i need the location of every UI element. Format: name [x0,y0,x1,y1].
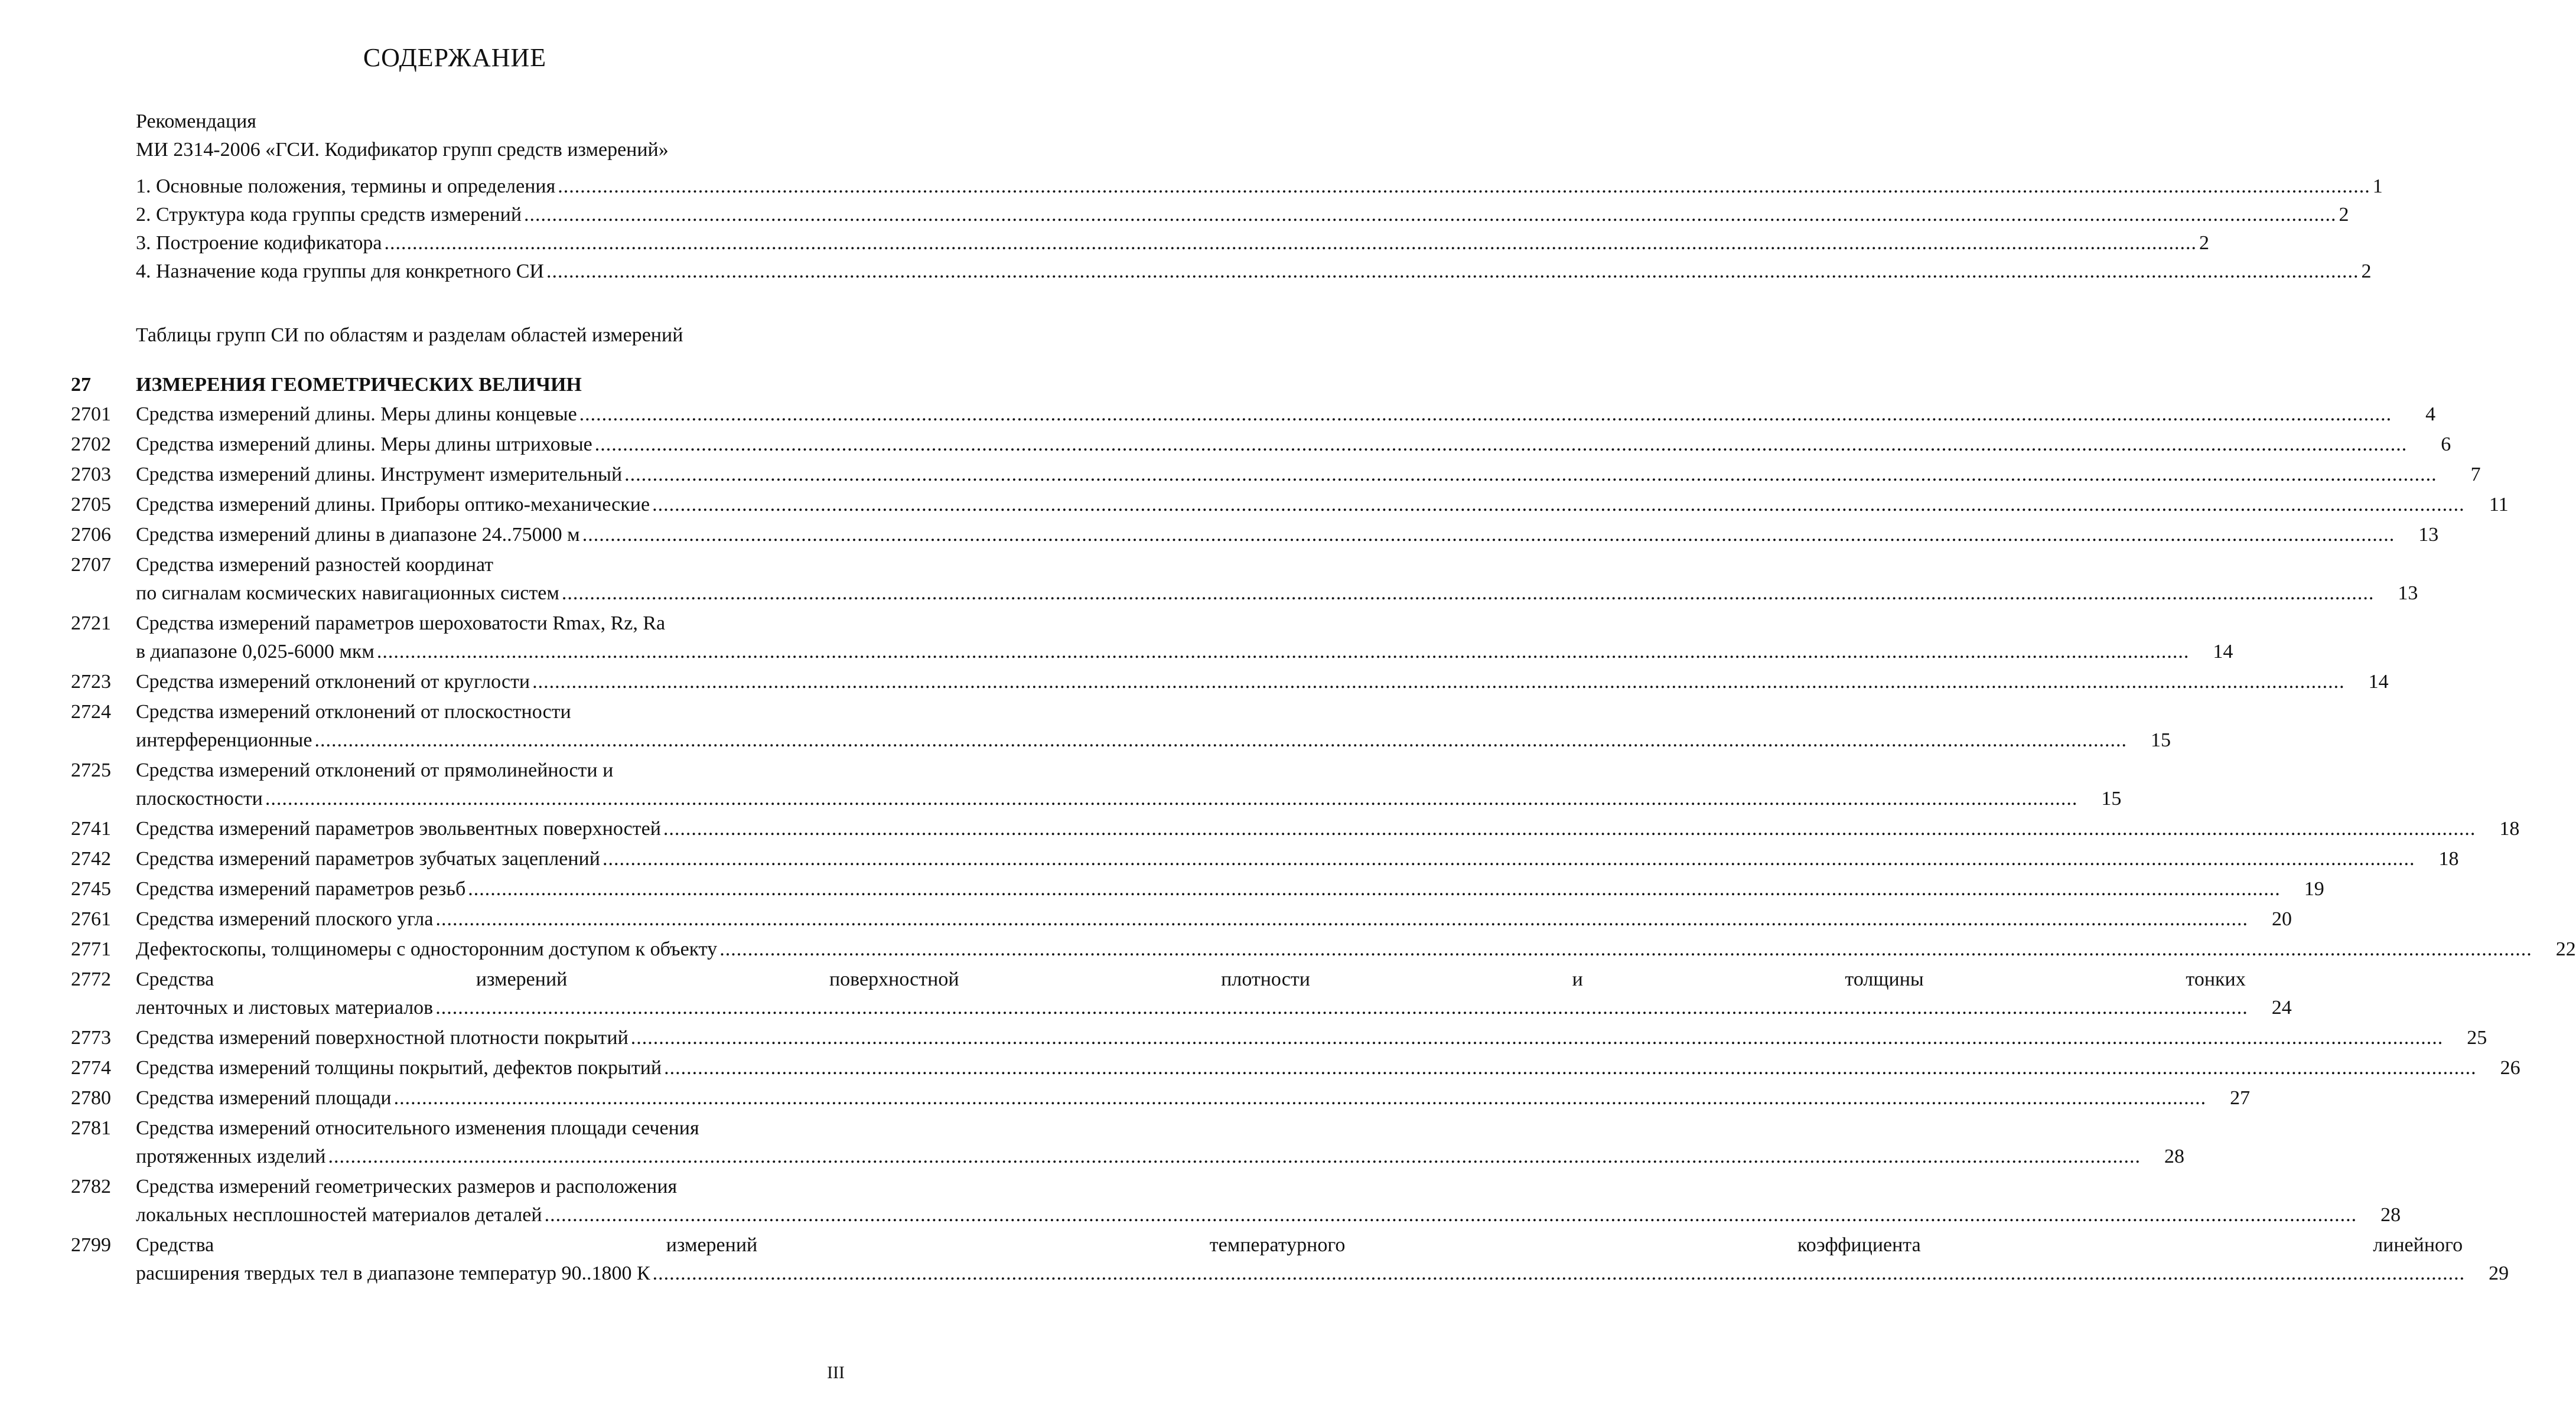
entry-code: 2742 [71,848,111,870]
toc-entry [71,609,2233,666]
entry-text: по сигналам космических навигационных систем [136,582,559,604]
entry-code: 2723 [71,671,111,693]
leader-dots [582,521,2395,549]
toc-entry [71,905,2292,934]
toc-item-page: 2 [2199,232,2209,254]
entry-code: 2780 [71,1087,111,1109]
leader-dots [377,638,2190,666]
entry-page: 13 [2398,582,2418,604]
entry-text: локальных несплошностей материалов деталей [136,1204,542,1226]
leader-dots [314,726,2127,755]
leader-dots [595,430,2408,459]
entry-text: Средства измерений параметров шероховатости Rmax, Rz, Ra [136,612,666,634]
toc-item [136,229,2209,257]
entry-text: Средства измерений плоского угла [136,908,434,930]
entries-list [71,400,2576,1290]
entry-page: 6 [2441,433,2451,455]
toc-entry [71,1024,2487,1052]
entry-code: 2761 [71,908,111,930]
leader-dots [545,1201,2357,1229]
entry-code: 2701 [71,403,111,425]
toc-item [136,257,2372,286]
entry-code: 2702 [71,433,111,455]
entry-code: 2772 [71,968,111,990]
entry-page: 26 [2500,1057,2520,1079]
entry-text: Средства измерений отклонений от прямолинейности и [136,759,614,781]
entry-code: 2773 [71,1027,111,1049]
intro-list [136,172,2383,286]
leader-dots [546,257,2359,286]
entry-code: 2703 [71,464,111,485]
entry-page: 28 [2164,1146,2184,1167]
entry-code: 2721 [71,612,111,634]
entry-code: 2707 [71,554,111,576]
entry-code: 2724 [71,701,111,723]
entry-page: 19 [2304,878,2324,900]
toc-entry [71,935,2576,964]
entry-page: 18 [2499,818,2520,840]
toc-entry [71,845,2459,873]
leader-dots [603,845,2415,873]
entry-text: Средства измерений относительного изменения площади сечения [136,1117,699,1139]
leader-dots [265,785,2078,813]
toc-item [136,172,2383,201]
entry-code: 2771 [71,938,111,960]
entry-page: 15 [2150,729,2171,751]
entry-page: 14 [2368,671,2389,693]
toc-entry [71,491,2509,519]
toc-entry [71,461,2481,489]
leader-dots [435,994,2248,1022]
entry-page: 27 [2230,1087,2251,1109]
entry-text: ленточных и листовых материалов [136,997,434,1019]
recommendation-label: Рекомендация [136,110,256,132]
entry-page: 13 [2418,524,2439,546]
leader-dots [631,1024,2444,1052]
entry-code: 2745 [71,878,111,900]
entry-code: 2705 [71,494,111,515]
entry-code: 2725 [71,759,111,781]
toc-item-text: 3. Построение кодификатора [136,232,382,254]
leader-dots [653,1260,2466,1288]
entry-text: Средства измерений поверхностной плотности и толщины тонких [136,968,2246,990]
entry-page: 7 [2470,464,2481,485]
leader-dots [652,491,2465,519]
toc-entry [71,1054,2520,1082]
recommendation-block [136,107,669,164]
section-title: ИЗМЕРЕНИЯ ГЕОМЕТРИЧЕСКИХ ВЕЛИЧИН [136,374,582,396]
entry-code: 2774 [71,1057,111,1079]
leader-dots [558,172,2370,201]
entry-text: в диапазоне 0,025-6000 мкм [136,641,374,663]
entry-page: 28 [2380,1204,2401,1226]
entry-text: Средства измерений отклонений от круглости [136,671,530,693]
toc-item-page: 2 [2339,204,2349,226]
entry-page: 4 [2425,403,2436,425]
entry-text: Средства измерений геометрических размеров и расположения [136,1176,678,1198]
entry-page: 18 [2438,848,2459,870]
section-heading [71,371,857,399]
entry-page: 11 [2489,494,2509,515]
page-number: III [827,1363,845,1382]
entry-code: 2781 [71,1117,111,1139]
leader-dots [532,668,2345,696]
toc-item-page: 1 [2372,175,2383,197]
entry-text: Средства измерений отклонений от плоскостности [136,701,571,723]
entry-text: Средства измерений длины в диапазоне 24..75000 м [136,524,580,546]
entry-text: интерференционные [136,729,312,751]
toc-entry [71,965,2292,1022]
toc-entry [71,521,2439,549]
toc-entry [71,430,2451,459]
leader-dots [468,875,2281,903]
entry-page: 20 [2271,908,2292,930]
toc-item-page: 2 [2361,260,2372,282]
toc-entry [71,1173,2401,1229]
entry-page: 24 [2271,997,2292,1019]
entry-text: Средства измерений разностей координат [136,554,494,576]
toc-entry [71,668,2389,696]
toc-item-text: 4. Назначение кода группы для конкретного СИ [136,260,544,282]
leader-dots [719,935,2532,964]
entry-text: Средства измерений параметров зубчатых зацеплений [136,848,600,870]
entry-text: расширения твердых тел в диапазоне температур 90..1800 К [136,1262,650,1284]
entry-text: Средства измерений параметров резьб [136,878,466,900]
entry-text: Средства измерений температурного коэффициента линейного [136,1234,2463,1256]
toc-item-text: 1. Основные положения, термины и определения [136,175,556,197]
toc-item-text: 2. Структура кода группы средств измерений [136,204,522,226]
toc-entry [71,1084,2251,1112]
toc-entry [71,875,2324,903]
entry-text: Средства измерений длины. Инструмент измерительный [136,464,623,485]
leader-dots [664,1054,2477,1082]
entry-page: 25 [2467,1027,2487,1049]
leader-dots [579,400,2392,429]
toc-entry [71,400,2436,429]
entry-text: Дефектоскопы, толщиномеры с односторонним доступом к объекту [136,938,718,960]
entry-code: 2741 [71,818,111,840]
toc-entry [71,1231,2509,1288]
entry-text: Средства измерений длины. Приборы оптико-механические [136,494,650,515]
entry-page: 22 [2555,938,2576,960]
leader-dots [385,229,2197,257]
entry-text: протяженных изделий [136,1146,326,1167]
entry-text: плоскостности [136,788,263,810]
entry-text: Средства измерений длины. Меры длины штриховые [136,433,592,455]
entry-page: 14 [2213,641,2233,663]
leader-dots [524,201,2337,229]
entry-text: Средства измерений поверхностной плотности покрытий [136,1027,628,1049]
page-title: СОДЕРЖАНИЕ [363,43,547,72]
toc-entry [71,815,2520,843]
toc-entry [71,551,2418,608]
toc-entry [71,1114,2184,1171]
entry-code: 2706 [71,524,111,546]
tables-heading: Таблицы групп СИ по областям и разделам областей измерений [136,324,683,346]
toc-entry [71,698,2171,755]
leader-dots [394,1084,2207,1112]
entry-page: 29 [2489,1262,2509,1284]
leader-dots [624,461,2437,489]
toc-entry [71,756,2122,813]
entry-page: 15 [2101,788,2122,810]
entry-text: Средства измерений площади [136,1087,392,1109]
leader-dots [435,905,2248,934]
section-code: 27 [71,374,91,396]
entry-text: Средства измерений длины. Меры длины концевые [136,403,577,425]
entry-code: 2799 [71,1234,111,1256]
leader-dots [663,815,2476,843]
entry-text: Средства измерений параметров эвольвентных поверхностей [136,818,661,840]
recommendation-title: МИ 2314-2006 «ГСИ. Кодификатор групп средств измерений» [136,139,669,161]
leader-dots [328,1143,2141,1171]
entry-text: Средства измерений толщины покрытий, дефектов покрытий [136,1057,662,1079]
leader-dots [562,579,2375,608]
toc-item [136,201,2349,229]
entry-code: 2782 [71,1176,111,1198]
